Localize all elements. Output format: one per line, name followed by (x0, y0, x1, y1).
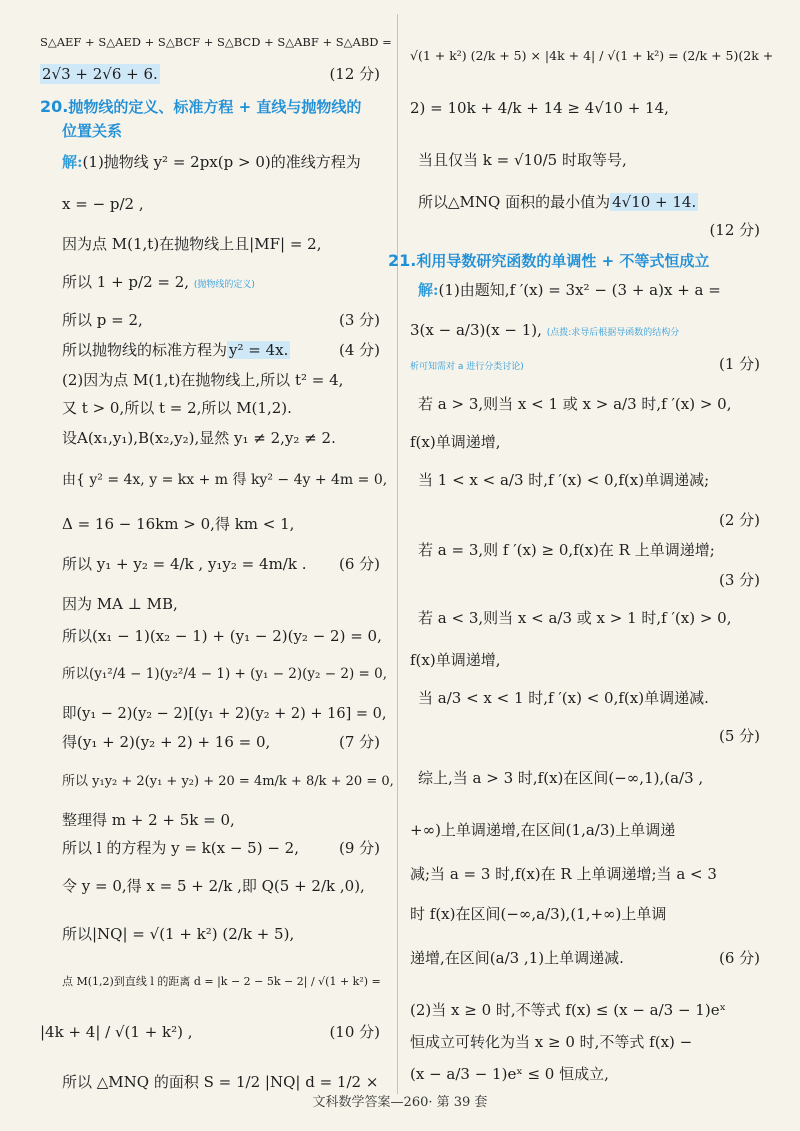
q20-line: x = − p/2 , (62, 195, 144, 213)
score-4: (4 分) (338, 341, 380, 359)
score-1: (1 分) (718, 355, 760, 373)
column-divider (397, 14, 398, 1094)
q20-line: 由{ y² = 4x, y = kx + m 得 ky² − 4y + 4m = 0, (62, 472, 388, 488)
score-6: (6 分) (338, 555, 380, 573)
page-footer: 文科数学答案—260· 第 39 套 (312, 1095, 488, 1110)
q20-line: 所以 y₁y₂ + 2(y₁ + y₂) + 20 = 4m/k + 8/k + 20 = 0, (62, 774, 394, 789)
q21-line: 若 a > 3,则当 x < 1 或 x > a/3 时,f ′(x) > 0, (418, 395, 732, 413)
q21-line: +∞)上单调递增,在区间(1,a/3)上单调递 (410, 821, 676, 839)
q20-line: 因为 MA ⊥ MB, (62, 595, 178, 613)
q20-line: 所以 l 的方程为 y = k(x − 5) − 2, (62, 839, 299, 857)
q21-line: 析可知需对 a 进行分类讨论) (410, 362, 524, 372)
q20-line: 设A(x₁,y₁),B(x₂,y₂),显然 y₁ ≠ 2,y₂ ≠ 2. (62, 429, 336, 447)
q20-cont-line: 2) = 10k + 4/k + 14 ≥ 4√10 + 14, (410, 99, 669, 117)
q20-line: 又 t > 0,所以 t = 2,所以 M(1,2). (62, 399, 292, 417)
q20-line: 即(y₁ − 2)(y₂ − 2)[(y₁ + 2)(y₂ + 2) + 16] = 0, (62, 706, 387, 722)
q21-line: 若 a < 3,则当 x < a/3 或 x > 1 时,f ′(x) > 0, (418, 609, 732, 627)
q20-line: 因为点 M(1,t)在抛物线上且|MF| = 2, (62, 235, 322, 253)
q20-cont-line: 所以△MNQ 面积的最小值为 4√10 + 14. (418, 193, 697, 211)
score-12-right: (12 分) (709, 221, 760, 239)
area-sum-line: S△AEF + S△AED + S△BCF + S△BCD + S△ABF + S△ABD = (40, 35, 392, 49)
q21-line: 恒成立可转化为当 x ≥ 0 时,不等式 f(x) − (410, 1033, 693, 1051)
score-12: (12 分) (329, 65, 380, 83)
q20-line: 所以抛物线的标准方程为 y² = 4x. (62, 341, 289, 359)
q21-line: 减;当 a = 3 时,f(x)在 R 上单调递增;当 a < 3 (410, 865, 717, 883)
q21-line: (x − a/3 − 1)eˣ ≤ 0 恒成立, (410, 1065, 609, 1083)
q20-line: 解:(1)抛物线 y² = 2px(p > 0)的准线方程为 (62, 153, 361, 171)
q20-line: 所以|NQ| = √(1 + k²) (2/k + 5), (62, 925, 295, 943)
q21-line: 当 1 < x < a/3 时,f ′(x) < 0,f(x)单调递减; (418, 471, 710, 489)
q20-heading-cont: 位置关系 (62, 122, 123, 140)
q21-line: (2)当 x ≥ 0 时,不等式 f(x) ≤ (x − a/3 − 1)eˣ (410, 1001, 726, 1019)
q20-cont-line: 当且仅当 k = √10/5 时取等号, (418, 151, 627, 169)
score-2: (2 分) (718, 511, 760, 529)
q20-line: 所以(x₁ − 1)(x₂ − 1) + (y₁ − 2)(y₂ − 2) = 0, (62, 627, 382, 645)
q21-line: 综上,当 a > 3 时,f(x)在区间(−∞,1),(a/3 , (418, 769, 704, 787)
q21-line: f(x)单调递增, (410, 433, 501, 451)
q20-line: |4k + 4| / √(1 + k²) , (40, 1023, 193, 1041)
score-5: (5 分) (718, 727, 760, 745)
q20-cont-line: √(1 + k²) (2/k + 5) × |4k + 4| / √(1 + k²) = (2/k + 5)(2k + (410, 48, 774, 63)
q21-line: f(x)单调递增, (410, 651, 501, 669)
q20-line: 令 y = 0,得 x = 5 + 2/k ,即 Q(5 + 2/k ,0), (62, 877, 365, 895)
area-result-line: 2√3 + 2√6 + 6. (42, 65, 158, 83)
q20-line: 所以 △MNQ 的面积 S = 1/2 |NQ| d = 1/2 × (62, 1073, 379, 1091)
q21-line: 若 a = 3,则 f ′(x) ≥ 0,f(x)在 R 上单调递增; (418, 541, 715, 559)
q21-line: 解:(1)由题知,f ′(x) = 3x² − (3 + a)x + a = (418, 281, 721, 299)
q21-line: 当 a/3 < x < 1 时,f ′(x) < 0,f(x)单调递减. (418, 689, 709, 707)
q21-heading: 21.利用导数研究函数的单调性 + 不等式恒成立 (388, 251, 710, 270)
score-6-right: (6 分) (718, 949, 760, 967)
q20-line: 得(y₁ + 2)(y₂ + 2) + 16 = 0, (62, 733, 271, 751)
q21-line: 时 f(x)在区间(−∞,a/3),(1,+∞)上单调 (410, 905, 667, 923)
q20-line: Δ = 16 − 16km > 0,得 km < 1, (62, 515, 295, 533)
q20-line: 所以 1 + p/2 = 2, (抛物线的定义) (62, 273, 255, 291)
q20-line: 点 M(1,2)到直线 l 的距离 d = |k − 2 − 5k − 2| / √(1 + k²) = (62, 975, 381, 988)
q20-line: 所以 p = 2, (62, 311, 143, 329)
q21-line: 3(x − a/3)(x − 1), (点拨:求导后根据导函数的结构分 (410, 321, 680, 339)
q20-line: 整理得 m + 2 + 5k = 0, (62, 811, 235, 829)
score-7: (7 分) (338, 733, 380, 751)
q20-line: (2)因为点 M(1,t)在抛物线上,所以 t² = 4, (62, 371, 344, 389)
q20-line: 所以(y₁²/4 − 1)(y₂²/4 − 1) + (y₁ − 2)(y₂ − 2) = 0, (62, 666, 387, 682)
score-9: (9 分) (338, 839, 380, 857)
q21-line: 递增,在区间(a/3 ,1)上单调递减. (410, 949, 624, 967)
score-3: (3 分) (338, 311, 380, 329)
q20-line: 所以 y₁ + y₂ = 4/k , y₁y₂ = 4m/k . (62, 555, 307, 573)
q20-heading: 20.抛物线的定义、标准方程 + 直线与抛物线的 (40, 97, 362, 116)
score-10: (10 分) (329, 1023, 380, 1041)
score-3-right: (3 分) (718, 571, 760, 589)
